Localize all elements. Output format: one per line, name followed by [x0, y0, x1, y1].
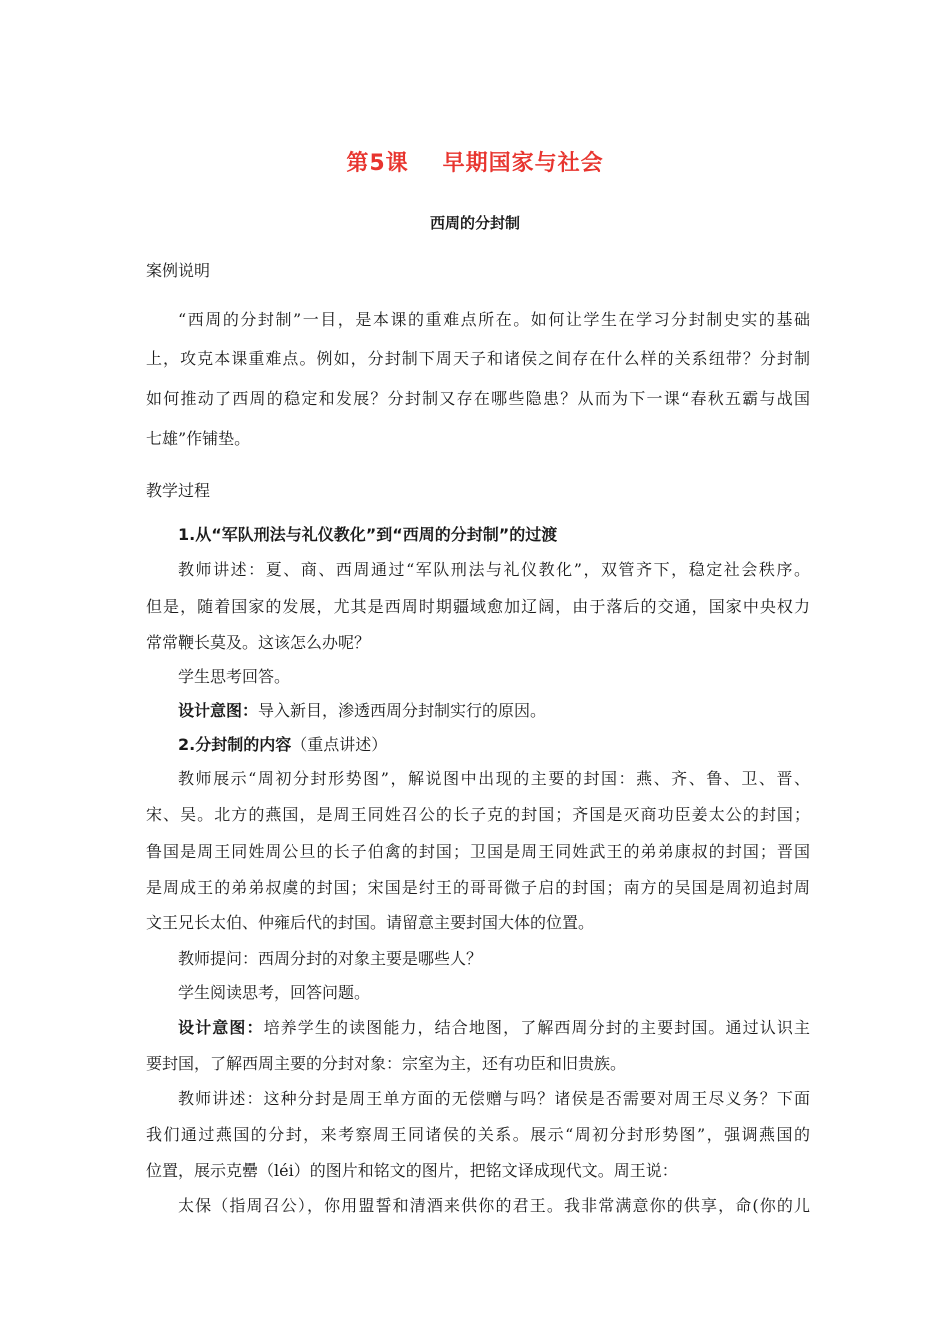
section-2-title-text: 2.分封制的内容 — [178, 735, 292, 754]
design-text: 导入新目，渗透西周分封制实行的原因。 — [258, 701, 547, 720]
case-paragraph-line: 上，攻克本课重难点。例如，分封制下周天子和诸侯之间存在什么样的关系纽带？分封制 — [146, 349, 810, 368]
design-label: 设计意图： — [178, 1018, 264, 1037]
lesson-number: 第5课 — [346, 151, 409, 176]
design-label: 设计意图： — [178, 701, 259, 720]
lesson-title: 早期国家与社会 — [442, 151, 604, 176]
section-2-line: 宋、吴。北方的燕国，是周王同姓召公的长子克的封国；齐国是灭商功臣姜太公的封国； — [146, 805, 810, 824]
section-1-design — [178, 701, 810, 721]
section-3-quote: 太保（指周召公），你用盟誓和清酒来供你的君王。我非常满意你的供享，命(你的儿 — [178, 1196, 810, 1215]
section-2-design-line: 要封国，了解西周主要的分封对象：宗室为主，还有功臣和旧贵族。 — [146, 1054, 627, 1073]
section-2-title — [178, 735, 810, 755]
section-3-line: 我们通过燕国的分封，来考察周王同诸侯的关系。展示“周初分封形势图”，强调燕国的 — [146, 1125, 810, 1144]
process-heading: 教学过程 — [146, 481, 211, 500]
section-2-line: 教师展示“周初分封形势图”，解说图中出现的主要的封国：燕、齐、鲁、卫、晋、 — [178, 769, 810, 788]
case-paragraph-line: “西周的分封制”一目，是本课的重难点所在。如何让学生在学习分封制史实的基础 — [178, 310, 810, 329]
section-1-title: 1.从“军队刑法与礼仪教化”到“西周的分封制”的过渡 — [178, 525, 558, 544]
section-1-line: 但是，随着国家的发展，尤其是西周时期疆域愈加辽阔，由于落后的交通，国家中央权力 — [146, 597, 810, 616]
case-paragraph-line: 如何推动了西周的稳定和发展？分封制又存在哪些隐患？从而为下一课“春秋五霸与战国 — [146, 389, 810, 408]
design-text: 培养学生的读图能力，结合地图，了解西周分封的主要封国。通过认识主 — [263, 1018, 810, 1037]
section-2-line: 鲁国是周王同姓周公旦的长子伯禽的封国；卫国是周王同姓武王的弟弟康叔的封国；晋国 — [146, 842, 810, 861]
section-1-line: 常常鞭长莫及。这该怎么办呢？ — [146, 633, 371, 652]
section-3-line: 位置，展示克罍（léi）的图片和铭文的图片，把铭文译成现代文。周王说： — [146, 1161, 678, 1180]
section-1-student: 学生思考回答。 — [178, 667, 291, 686]
section-2-student: 学生阅读思考，回答问题。 — [178, 983, 371, 1002]
section-subtitle: 西周的分封制 — [429, 214, 520, 232]
case-heading: 案例说明 — [146, 261, 211, 280]
section-2-question: 教师提问：西周分封的对象主要是哪些人？ — [178, 949, 483, 968]
case-paragraph-line: 七雄”作铺垫。 — [146, 429, 251, 448]
section-1-line: 教师讲述：夏、商、西周通过“军队刑法与礼仪教化”，双管齐下，稳定社会秩序。 — [178, 560, 810, 579]
section-2-note: （重点讲述） — [291, 735, 388, 754]
section-2-line: 是周成王的弟弟叔虞的封国；宋国是纣王的哥哥微子启的封国；南方的吴国是周初追封周 — [146, 878, 810, 897]
section-2-design — [178, 1018, 810, 1038]
section-3-line: 教师讲述：这种分封是周王单方面的无偿赠与吗？诸侯是否需要对周王尽义务？下面 — [178, 1089, 810, 1108]
page-title — [0, 146, 950, 177]
section-2-line: 文王兄长太伯、仲雍后代的封国。请留意主要封国大体的位置。 — [146, 913, 595, 932]
